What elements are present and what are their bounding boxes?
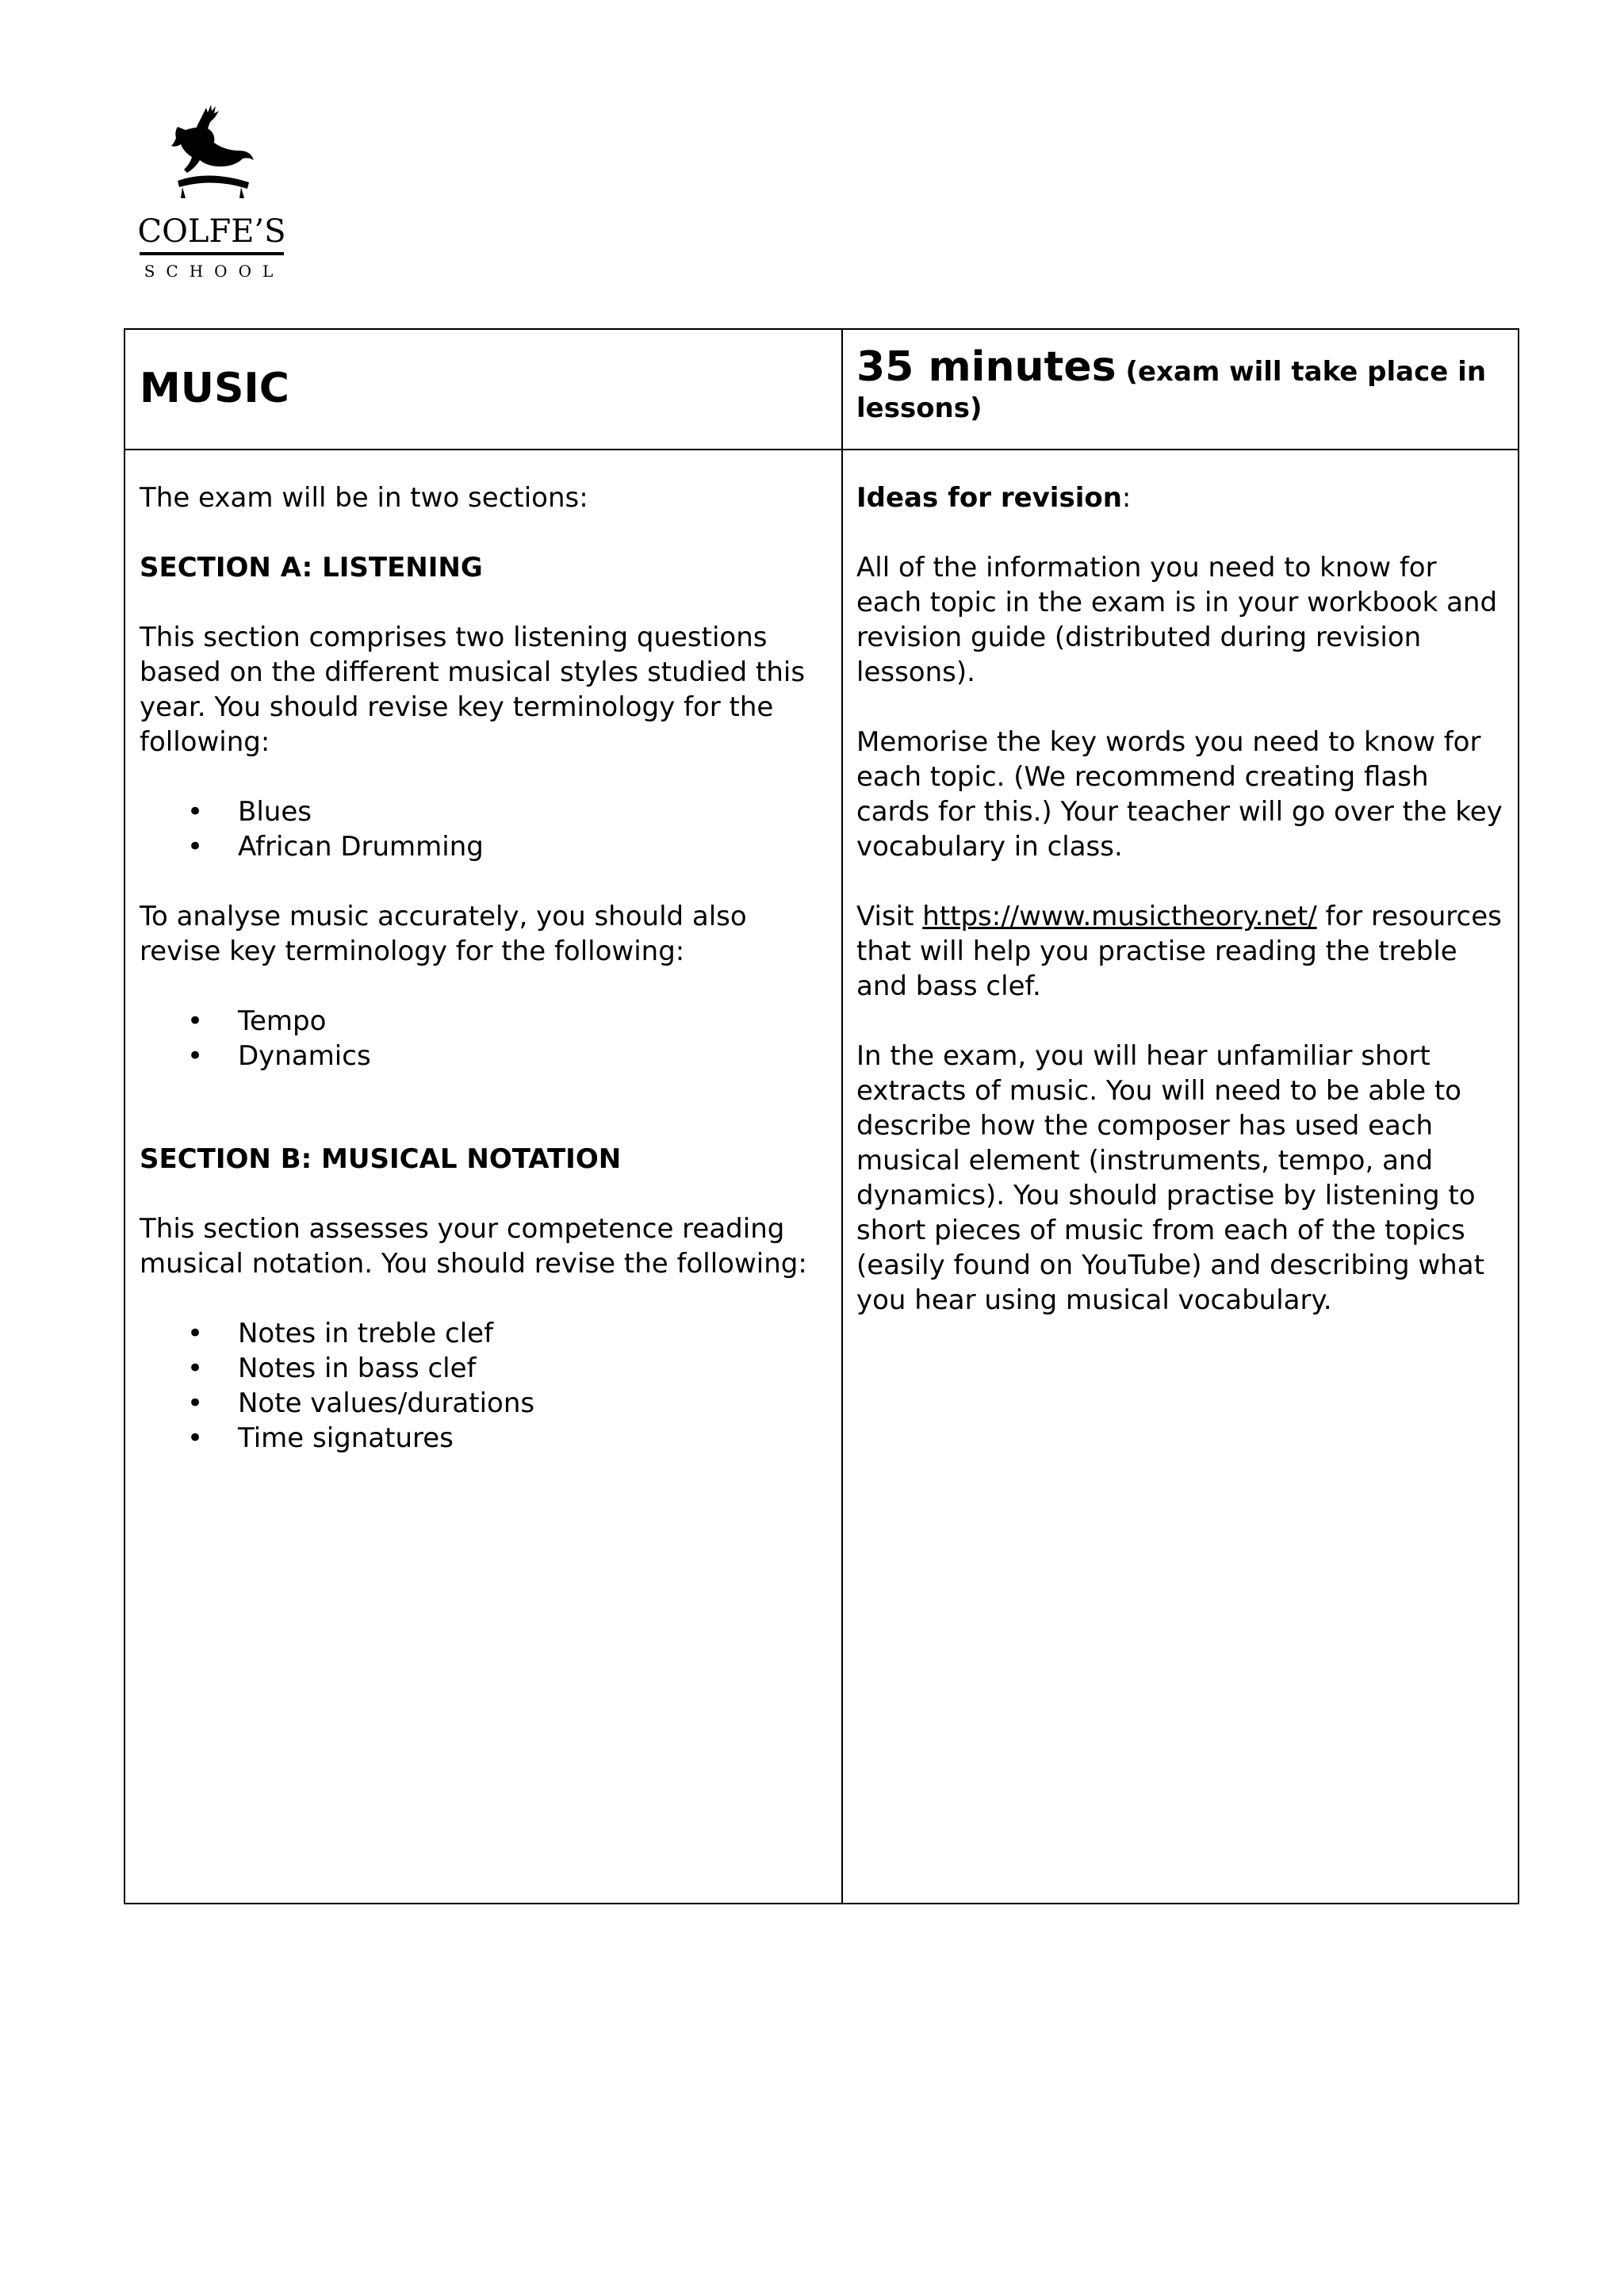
duration-note: (exam will take place in lessons) (856, 356, 1487, 424)
list-item: • Notes in treble clef (187, 1318, 494, 1349)
musictheory-link[interactable]: https://www.musictheory.net/ (922, 901, 1317, 932)
section-b-title: SECTION B: MUSICAL NOTATION (140, 1143, 622, 1175)
elements-list (140, 1004, 828, 1073)
list-item: • Blues (187, 796, 312, 828)
list-item: • Dynamics (187, 1040, 371, 1072)
header-divider (125, 449, 1518, 450)
ideas-paragraph-3: Visit https://www.musictheory.net/ for resources that will help you practise reading the treble and bass clef. (856, 901, 1502, 1002)
ideas-paragraph-2: Memorise the key words you need to know for each topic. (We recommend creating flash cards for this.) Your teacher will go over the key vocabulary in class. (856, 726, 1503, 863)
ideas-paragraph-4: In the exam, you will hear unfamiliar short extracts of music. You will need to be able to describe how the composer has used each musical element (instruments, tempo, and dynamics). You should practise by listening to short pieces of music from each of the topics (easily found on YouTube) and describing what you hear using musical vocabulary. (856, 1040, 1484, 1316)
list-item: • Note values/durations (187, 1387, 535, 1419)
revision-table (124, 328, 1519, 1904)
duration-value: 35 minutes (856, 343, 1116, 391)
list-item: • Time signatures (187, 1422, 454, 1454)
stag-emblem-icon (154, 98, 265, 209)
duration-heading (856, 343, 1491, 427)
subject-heading: MUSIC (140, 365, 289, 412)
logo-subtitle: SCHOOL (144, 262, 285, 281)
ideas-title: Ideas for revision: (856, 482, 1132, 514)
column-divider (841, 330, 843, 1903)
analyse-text: To analyse music accurately, you should also revise key terminology for the following: (140, 901, 747, 967)
section-a-text: This section comprises two listening questions based on the different musical styles studied this year. You should revise key terminology for the following: (140, 622, 806, 758)
revision-ideas-column (856, 480, 1503, 1318)
styles-list (140, 794, 828, 864)
school-logo (136, 98, 287, 281)
notation-list (140, 1316, 828, 1456)
list-item: • Notes in bass clef (187, 1353, 477, 1384)
logo-rule (140, 252, 284, 255)
logo-name: COLFE’S (137, 213, 286, 250)
list-item: • African Drumming (187, 831, 484, 863)
section-a-title: SECTION A: LISTENING (140, 552, 483, 584)
intro-text: The exam will be in two sections: (140, 482, 588, 514)
list-item: • Tempo (187, 1005, 327, 1037)
exam-sections-column (140, 480, 828, 1456)
ideas-paragraph-1: All of the information you need to know for each topic in the exam is in your workbook and revision guide (distributed during revision lessons). (856, 552, 1498, 688)
section-b-text: This section assesses your competence reading musical notation. You should revise the following: (140, 1213, 807, 1280)
